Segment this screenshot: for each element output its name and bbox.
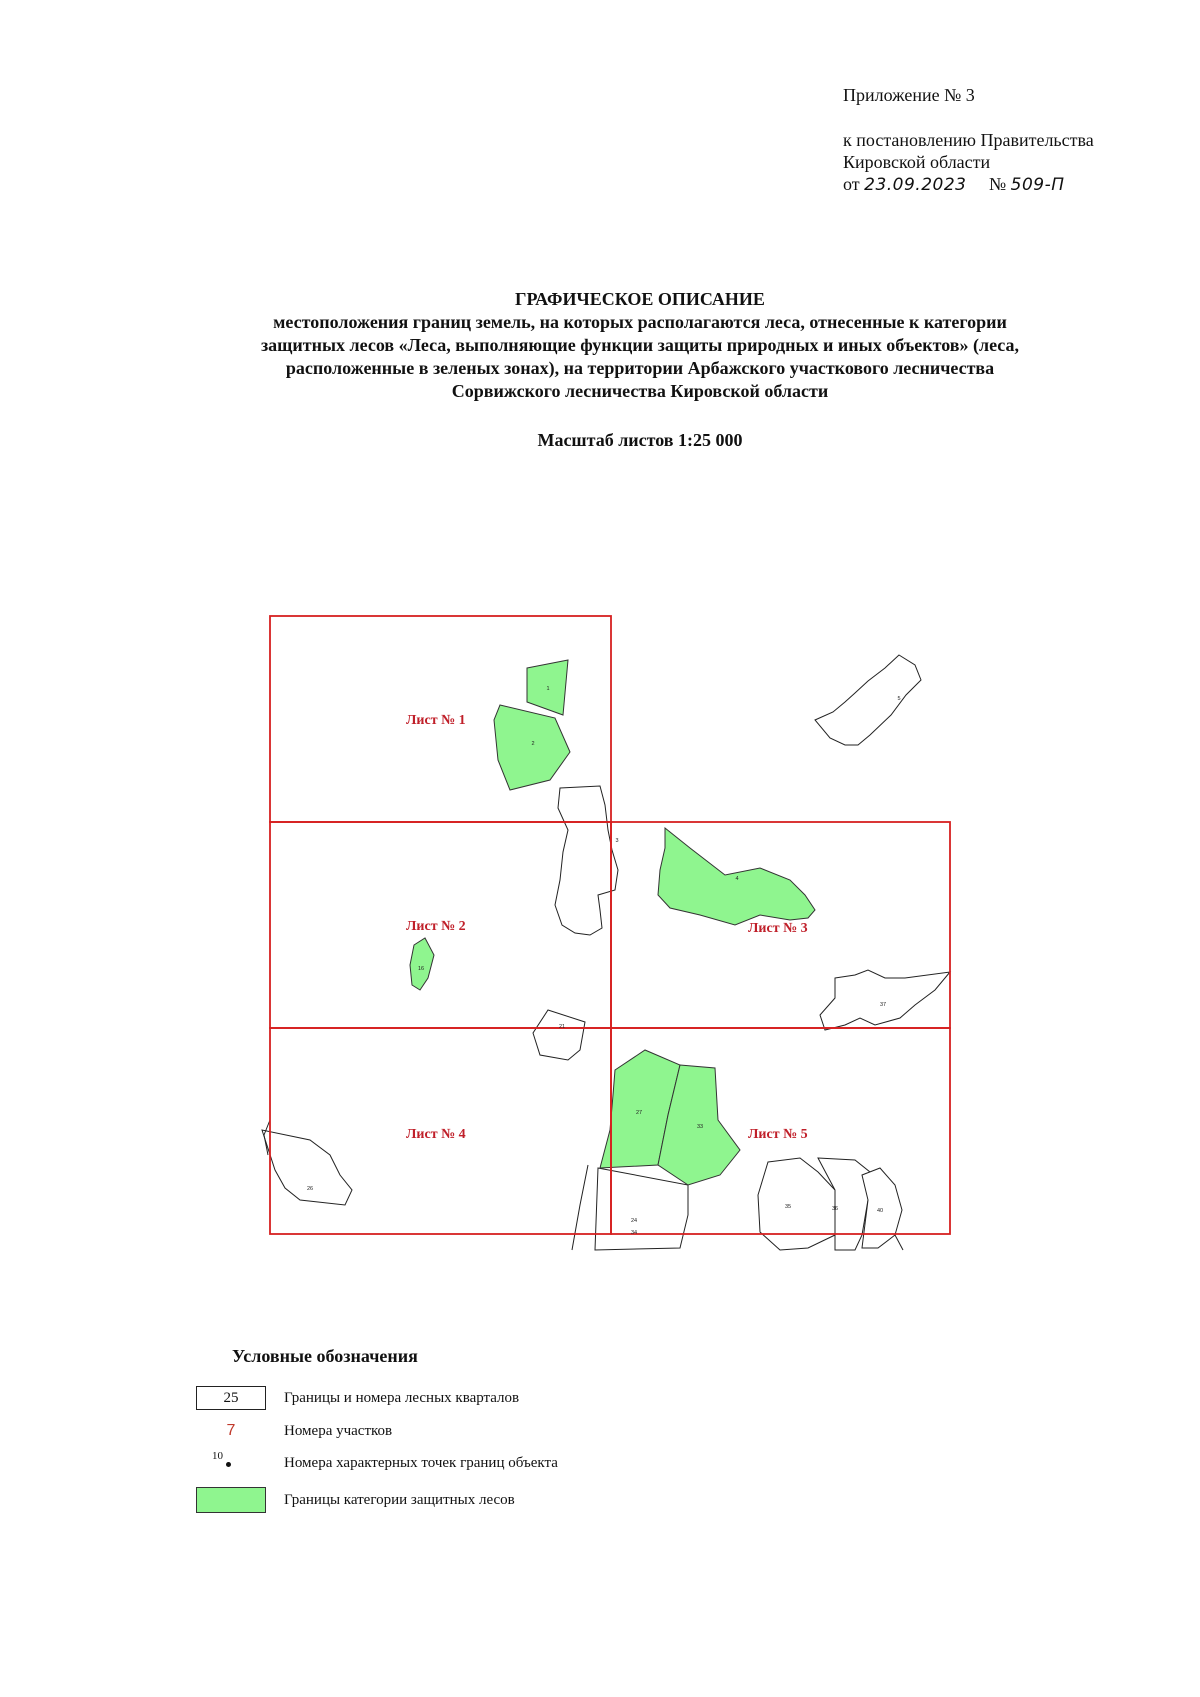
- appendix-line-1: к постановлению Правительства: [843, 130, 1094, 150]
- quarter-21-outline: [533, 1010, 585, 1060]
- date-prefix: от: [843, 174, 860, 194]
- point-dot-icon: [226, 1462, 231, 1467]
- protected-area-2: [494, 705, 570, 790]
- quarter-number: 4: [735, 876, 739, 882]
- heading-line-3: расположенные в зеленых зонах), на территории Арбажского участкового лесничества: [285, 358, 995, 378]
- sheet-label-4: Лист № 4: [406, 1127, 466, 1142]
- quarter-5-outline: [815, 655, 921, 745]
- legend-item-plot-numbers: [196, 1418, 392, 1444]
- quarter-number: 34: [630, 1230, 638, 1236]
- quarter-number: 35: [784, 1204, 792, 1210]
- legend-label: Границы и номера лесных кварталов: [284, 1389, 520, 1406]
- legend-label: Номера участков: [284, 1422, 393, 1439]
- quarter-37-outline: [820, 970, 950, 1030]
- quarter-number: 2: [531, 741, 535, 747]
- quarter-34-outline: [595, 1168, 688, 1250]
- protected-area-16: [410, 938, 434, 990]
- sheet-label-3: Лист № 3: [748, 921, 808, 936]
- sheet-label-5: Лист № 5: [748, 1127, 808, 1142]
- legend-label: Границы категории защитных лесов: [284, 1491, 515, 1508]
- quarter-number: 3: [615, 838, 619, 844]
- quarter-35-outline: [758, 1158, 835, 1250]
- characteristic-point-symbol: [196, 1450, 266, 1476]
- quarter-number: 26: [306, 1186, 314, 1192]
- protected-forest-swatch: [196, 1487, 266, 1513]
- handwritten-number: 509-П: [1010, 175, 1065, 195]
- quarter-number: 36: [831, 1206, 839, 1212]
- quarter-number: 24: [630, 1218, 638, 1224]
- appendix-line-2: Кировской области: [843, 152, 991, 172]
- sheet-label-2: Лист № 2: [406, 919, 466, 934]
- legend-title: Условные обозначения: [232, 1346, 418, 1366]
- quarter-number: 5: [897, 696, 901, 702]
- legend-item-characteristic-points: [196, 1450, 558, 1476]
- legend-item-quarter-boundaries: [196, 1385, 519, 1411]
- scale-label: Масштаб листов 1:25 000: [537, 430, 743, 450]
- quarter-number: 1: [546, 686, 550, 692]
- appendix-number: Приложение № 3: [843, 85, 975, 105]
- quarter-number: 33: [696, 1124, 704, 1130]
- heading-title: ГРАФИЧЕСКОЕ ОПИСАНИЕ: [515, 289, 765, 309]
- quarter-number: 16: [417, 966, 425, 972]
- heading-line-1: местоположения границ земель, на которых располагаются леса, отнесенные к категории: [273, 312, 1007, 332]
- quarter-number: 40: [876, 1208, 884, 1214]
- point-number: 10: [212, 1450, 223, 1462]
- quarter-number: 21: [558, 1024, 566, 1030]
- quarter-3-outline: [555, 786, 618, 935]
- heading-line-2: защитных лесов «Леса, выполняющие функции защиты природных и иных объектов» (леса,: [260, 335, 1020, 355]
- sheet-label-1: Лист № 1: [406, 713, 466, 728]
- heading-line-4: Сорвижского лесничества Кировской области: [451, 381, 829, 401]
- quarter-26-outline: [262, 1130, 352, 1205]
- quarter-boundary-symbol: 25: [196, 1386, 266, 1410]
- plot-number-symbol: 7: [226, 1422, 236, 1439]
- quarter-number: 27: [635, 1110, 643, 1116]
- quarter-number: 37: [879, 1002, 887, 1008]
- legend-label: Номера характерных точек границ объекта: [284, 1454, 558, 1471]
- number-prefix: №: [988, 174, 1007, 194]
- legend-item-protected-forest: [196, 1487, 515, 1513]
- sheet-labels: [406, 713, 808, 1142]
- handwritten-date: 23.09.2023: [864, 175, 967, 195]
